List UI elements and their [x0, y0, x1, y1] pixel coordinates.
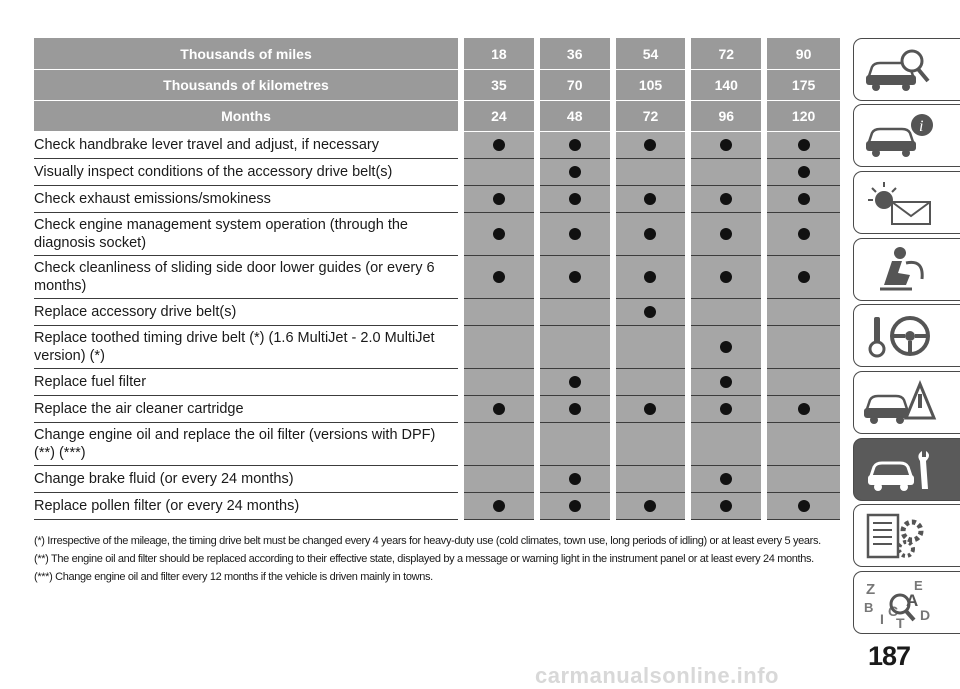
- interval-cell: [537, 159, 613, 186]
- scheduled-dot-icon: [720, 500, 732, 512]
- interval-cell: [613, 159, 689, 186]
- interval-cell: [461, 326, 537, 369]
- interval-cell: [461, 186, 537, 213]
- scheduled-dot-icon: [644, 139, 656, 151]
- tab-technical-specs[interactable]: [853, 504, 960, 567]
- service-operation-label: Replace the air cleaner cartridge: [34, 396, 461, 423]
- interval-cell: [537, 256, 613, 299]
- scheduled-dot-icon: [798, 139, 810, 151]
- interval-cell: [613, 423, 689, 466]
- header-interval-value: 120: [764, 101, 840, 132]
- index-letter: I: [880, 611, 884, 627]
- scheduled-dot-icon: [493, 500, 505, 512]
- footnote: (***) Change engine oil and filter every 12 months if the vehicle is driven mainly in towns.: [34, 571, 433, 583]
- tab-starting-driving[interactable]: [853, 304, 960, 367]
- index-letter: D: [920, 607, 931, 623]
- scheduled-dot-icon: [798, 193, 810, 205]
- interval-cell: [537, 466, 613, 493]
- interval-cell: [764, 159, 840, 186]
- interval-cell: [688, 493, 764, 520]
- header-interval-value: 140: [688, 70, 764, 101]
- interval-cell: [764, 493, 840, 520]
- interval-cell: [461, 132, 537, 159]
- table-row: [34, 423, 840, 466]
- header-interval-value: 90: [764, 38, 840, 70]
- header-label: Thousands of miles: [34, 38, 461, 70]
- interval-cell: [764, 132, 840, 159]
- interval-cell: [764, 326, 840, 369]
- header-row: [34, 101, 840, 132]
- interval-cell: [688, 396, 764, 423]
- header-interval-value: 70: [537, 70, 613, 101]
- interval-cell: [613, 493, 689, 520]
- interval-cell: [537, 369, 613, 396]
- header-interval-value: 36: [537, 38, 613, 70]
- interval-cell: [613, 213, 689, 256]
- scheduled-dot-icon: [569, 473, 581, 485]
- scheduled-dot-icon: [569, 271, 581, 283]
- scheduled-dot-icon: [644, 403, 656, 415]
- scheduled-dot-icon: [644, 228, 656, 240]
- interval-cell: [764, 299, 840, 326]
- interval-cell: [688, 466, 764, 493]
- service-operation-label: Change brake fluid (or every 24 months): [34, 466, 461, 493]
- interval-cell: [613, 466, 689, 493]
- header-interval-value: 48: [537, 101, 613, 132]
- scheduled-dot-icon: [798, 228, 810, 240]
- header-interval-value: 175: [764, 70, 840, 101]
- interval-cell: [688, 213, 764, 256]
- index-letter: T: [896, 615, 905, 628]
- interval-cell: [764, 186, 840, 213]
- scheduled-dot-icon: [644, 500, 656, 512]
- footnotes: [34, 532, 844, 586]
- scheduled-dot-icon: [798, 271, 810, 283]
- tab-servicing-maintenance[interactable]: [853, 438, 960, 501]
- interval-cell: [688, 423, 764, 466]
- page-number: 187: [868, 641, 911, 671]
- interval-cell: [613, 326, 689, 369]
- scheduled-dot-icon: [720, 341, 732, 353]
- table-row: [34, 213, 840, 256]
- footnote: (*) Irrespective of the mileage, the timing drive belt must be changed every 4 years for heavy-duty use (cold climates, town use, long periods of idling) or at least every 5 years.: [34, 535, 821, 547]
- interval-cell: [688, 159, 764, 186]
- interval-cell: [461, 423, 537, 466]
- header-interval-value: 105: [613, 70, 689, 101]
- table-row: [34, 396, 840, 423]
- header-interval-value: 72: [613, 101, 689, 132]
- index-letter: B: [864, 600, 874, 615]
- alphabet-index-icon: [862, 578, 938, 628]
- seat-airbag-icon: [862, 245, 938, 295]
- interval-cell: [537, 213, 613, 256]
- table-row: [34, 159, 840, 186]
- scheduled-dot-icon: [720, 473, 732, 485]
- interval-cell: [613, 132, 689, 159]
- scheduled-dot-icon: [569, 228, 581, 240]
- interval-cell: [688, 256, 764, 299]
- interval-cell: [688, 369, 764, 396]
- interval-cell: [461, 369, 537, 396]
- scheduled-dot-icon: [720, 376, 732, 388]
- tab-emergency[interactable]: [853, 371, 960, 434]
- interval-cell: [764, 213, 840, 256]
- maintenance-schedule-table: [34, 38, 840, 520]
- table-row: [34, 186, 840, 213]
- service-operation-label: Change engine oil and replace the oil filter (versions with DPF) (**) (***): [34, 423, 461, 466]
- scheduled-dot-icon: [493, 193, 505, 205]
- watermark: carmanualsonline.info: [535, 663, 779, 688]
- interval-cell: [461, 213, 537, 256]
- header-interval-value: 96: [688, 101, 764, 132]
- header-label: Thousands of kilometres: [34, 70, 461, 101]
- car-info-icon: [862, 111, 938, 161]
- header-interval-value: 18: [461, 38, 537, 70]
- interval-cell: [537, 493, 613, 520]
- scheduled-dot-icon: [644, 193, 656, 205]
- interval-cell: [537, 423, 613, 466]
- scheduled-dot-icon: [493, 139, 505, 151]
- scheduled-dot-icon: [569, 193, 581, 205]
- key-steering-wheel-icon: [862, 311, 938, 361]
- svg-text:i: i: [919, 118, 924, 135]
- service-operation-label: Replace accessory drive belt(s): [34, 299, 461, 326]
- specs-gears-icon: [862, 511, 938, 561]
- header-row: [34, 38, 840, 70]
- index-letter: A: [906, 591, 919, 610]
- interval-cell: [688, 186, 764, 213]
- scheduled-dot-icon: [569, 376, 581, 388]
- scheduled-dot-icon: [644, 306, 656, 318]
- scheduled-dot-icon: [798, 500, 810, 512]
- tab-car-search[interactable]: [853, 38, 960, 101]
- interval-cell: [461, 466, 537, 493]
- index-letter: E: [914, 578, 923, 593]
- interval-cell: [461, 396, 537, 423]
- header-row: [34, 70, 840, 101]
- tab-warning-lights[interactable]: [853, 171, 960, 234]
- interval-cell: [537, 299, 613, 326]
- header-interval-value: 72: [688, 38, 764, 70]
- header-interval-value: 24: [461, 101, 537, 132]
- interval-cell: [537, 326, 613, 369]
- scheduled-dot-icon: [720, 403, 732, 415]
- header-interval-value: 35: [461, 70, 537, 101]
- table-row: [34, 299, 840, 326]
- interval-cell: [613, 369, 689, 396]
- interval-cell: [764, 466, 840, 493]
- tab-index[interactable]: [853, 571, 960, 634]
- scheduled-dot-icon: [798, 403, 810, 415]
- interval-cell: [764, 396, 840, 423]
- interval-cell: [537, 186, 613, 213]
- service-operation-label: Check engine management system operation (through the diagnosis socket): [34, 213, 461, 256]
- interval-cell: [764, 256, 840, 299]
- service-operation-label: Visually inspect conditions of the accessory drive belt(s): [34, 159, 461, 186]
- service-operation-label: Replace pollen filter (or every 24 months): [34, 493, 461, 520]
- table-row: [34, 256, 840, 299]
- table-row: [34, 132, 840, 159]
- scheduled-dot-icon: [493, 228, 505, 240]
- interval-cell: [613, 396, 689, 423]
- tab-car-info[interactable]: [853, 104, 960, 167]
- interval-cell: [613, 186, 689, 213]
- index-letter: C: [888, 603, 899, 619]
- service-operation-label: Replace fuel filter: [34, 369, 461, 396]
- table-row: [34, 493, 840, 520]
- header-interval-value: 54: [613, 38, 689, 70]
- interval-cell: [537, 132, 613, 159]
- interval-cell: [461, 256, 537, 299]
- interval-cell: [764, 369, 840, 396]
- interval-cell: [688, 326, 764, 369]
- service-operation-label: Check cleanliness of sliding side door lower guides (or every 6 months): [34, 256, 461, 299]
- service-operation-label: Check exhaust emissions/smokiness: [34, 186, 461, 213]
- table-row: [34, 466, 840, 493]
- interval-cell: [613, 256, 689, 299]
- scheduled-dot-icon: [493, 271, 505, 283]
- scheduled-dot-icon: [569, 166, 581, 178]
- scheduled-dot-icon: [569, 403, 581, 415]
- car-accident-warning-icon: [862, 378, 938, 428]
- scheduled-dot-icon: [798, 166, 810, 178]
- table-row: [34, 326, 840, 369]
- interval-cell: [461, 299, 537, 326]
- interval-cell: [537, 396, 613, 423]
- table-row: [34, 369, 840, 396]
- interval-cell: [461, 493, 537, 520]
- scheduled-dot-icon: [493, 403, 505, 415]
- interval-cell: [688, 299, 764, 326]
- scheduled-dot-icon: [720, 139, 732, 151]
- warning-light-message-icon: [862, 178, 938, 228]
- scheduled-dot-icon: [720, 271, 732, 283]
- scheduled-dot-icon: [569, 139, 581, 151]
- car-search-icon: [862, 45, 938, 95]
- footnote: (**) The engine oil and filter should be replaced according to their effective state, displayed by a message or warning light in the instrument panel or at least every 24 months.: [34, 553, 814, 565]
- interval-cell: [688, 132, 764, 159]
- interval-cell: [764, 423, 840, 466]
- interval-cell: [461, 159, 537, 186]
- interval-cell: [613, 299, 689, 326]
- scheduled-dot-icon: [569, 500, 581, 512]
- index-letter: Z: [866, 581, 876, 598]
- scheduled-dot-icon: [720, 193, 732, 205]
- service-operation-label: Replace toothed timing drive belt (*) (1.6 MultiJet - 2.0 MultiJet version) (*): [34, 326, 461, 369]
- scheduled-dot-icon: [720, 228, 732, 240]
- service-operation-label: Check handbrake lever travel and adjust, if necessary: [34, 132, 461, 159]
- tab-safety[interactable]: [853, 238, 960, 301]
- car-wrench-icon: [862, 445, 938, 495]
- header-label: Months: [34, 101, 461, 132]
- scheduled-dot-icon: [644, 271, 656, 283]
